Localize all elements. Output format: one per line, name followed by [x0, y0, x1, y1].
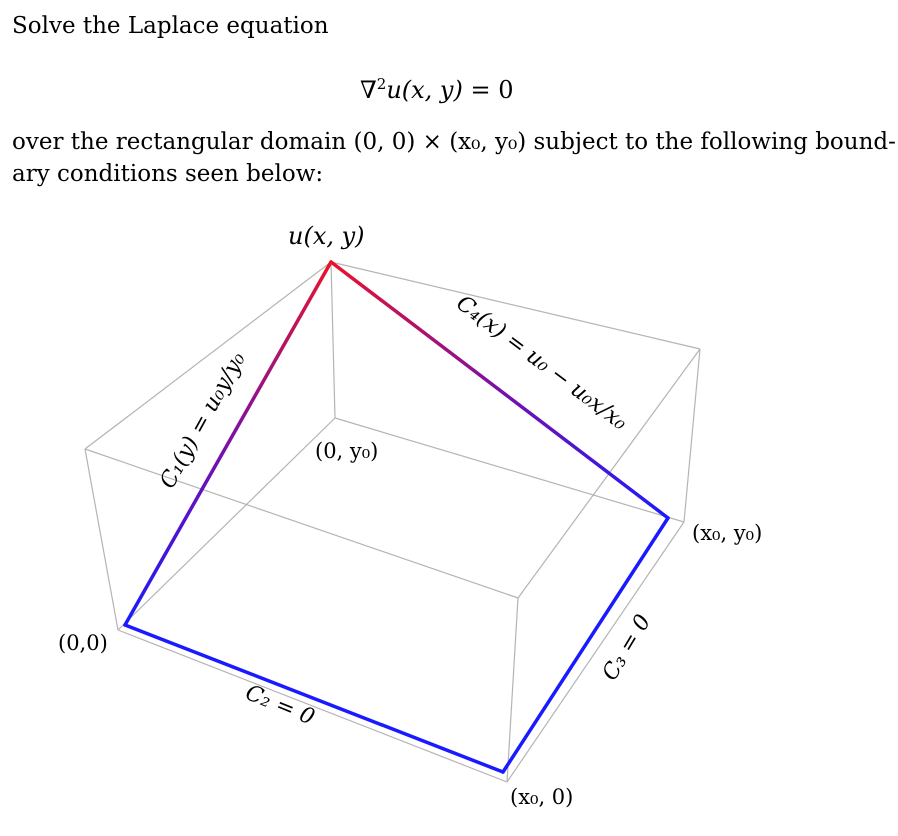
equation-rhs: = 0 — [462, 76, 514, 104]
box-edge — [331, 262, 335, 418]
box-edge — [507, 522, 684, 782]
corner-label-origin: (0,0) — [58, 631, 108, 655]
condition-c3: C₃ = 0 — [597, 610, 657, 686]
axis-label-u: u(x, y) — [288, 222, 365, 250]
boundary-c4 — [331, 262, 668, 518]
corner-label-x0-y0: (x₀, y₀) — [692, 521, 763, 545]
condition-c4: C₄(x) = u₀ − u₀x/x₀ — [451, 290, 632, 436]
description-line-2: ary conditions seen below: — [12, 161, 324, 187]
box-edge — [335, 418, 684, 522]
equation-exponent: 2 — [376, 75, 387, 93]
corner-label-0-y0: (0, y₀) — [315, 439, 379, 463]
description-line-1: over the rectangular domain (0, 0) × (x₀, y₀) subject to the following bound- — [12, 129, 896, 155]
box-edge — [85, 449, 518, 598]
box-edge — [684, 349, 700, 522]
box-edge — [85, 449, 118, 630]
boundary-c2 — [125, 625, 503, 772]
bounding-box — [85, 262, 700, 782]
intro-text: Solve the Laplace equation — [12, 13, 329, 39]
equation-function: u(x, y) — [386, 76, 463, 104]
boundary-c3 — [503, 518, 668, 772]
boundary-c1 — [125, 262, 331, 625]
condition-c2: C₂ = 0 — [241, 680, 318, 731]
corner-label-x0-0: (x₀, 0) — [510, 785, 574, 809]
condition-c1: C₁(y) = u₀y/y₀ — [155, 348, 251, 493]
nabla-symbol: ∇ — [360, 76, 377, 104]
